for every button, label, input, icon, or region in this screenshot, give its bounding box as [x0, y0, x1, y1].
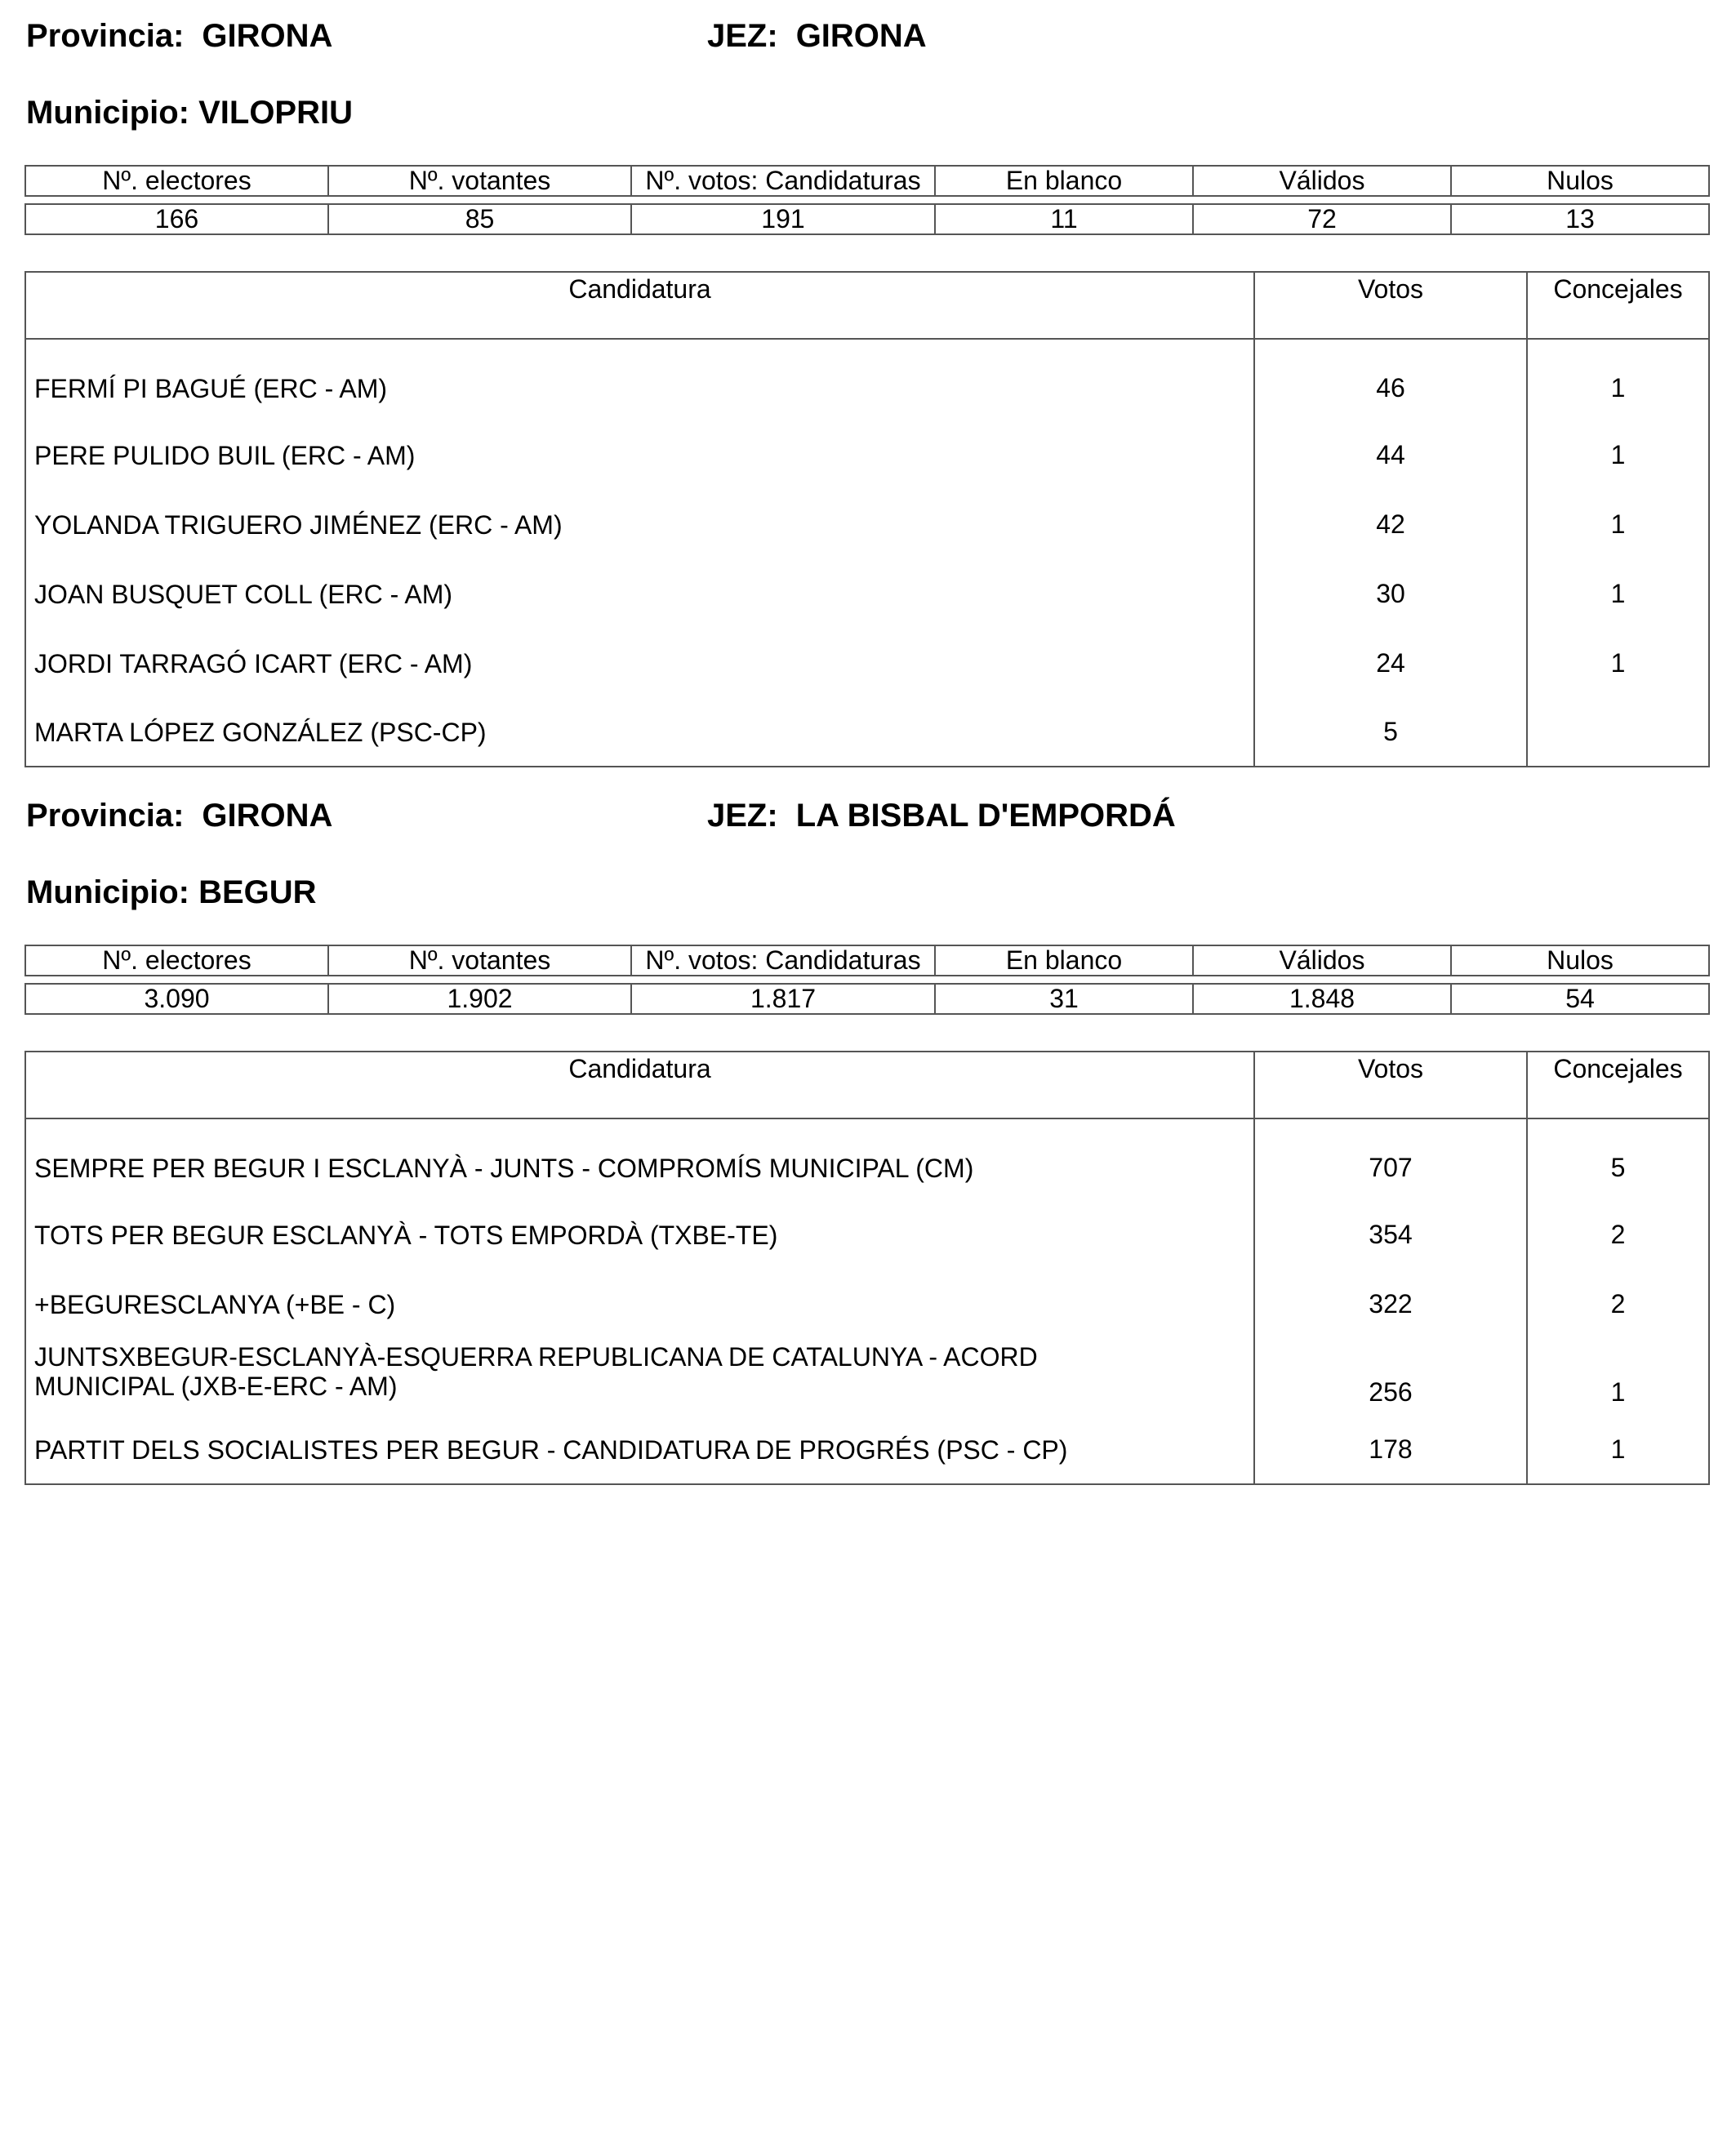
stats-header-validos: Válidos: [1193, 166, 1451, 196]
municipio-value: VILOPRIU: [198, 95, 353, 131]
table-row: [25, 1270, 1709, 1339]
results-header-row: [25, 1052, 1709, 1118]
candidatura-name: MARTA LÓPEZ GONZÁLEZ (PSC-CP): [34, 717, 487, 747]
stats-value-electores: 166: [25, 204, 328, 234]
candidatura-concejales: [1527, 698, 1709, 767]
table-row: [25, 559, 1709, 629]
stats-value-en-blanco: 11: [935, 204, 1193, 234]
candidatura-name: JORDI TARRAGÓ ICART (ERC - AM): [34, 648, 473, 678]
stats-header-en-blanco: En blanco: [935, 945, 1193, 976]
stats-value-validos: 72: [1193, 204, 1451, 234]
stats-header-votantes: Nº. votantes: [328, 166, 631, 196]
candidatura-name: PARTIT DELS SOCIALISTES PER BEGUR - CANDIDATURA DE PROGRÉS (PSC - CP): [34, 1434, 1068, 1465]
candidatura-votos: 46: [1254, 339, 1527, 420]
stats-gap: [25, 196, 1709, 204]
municipio-label: Municipio:: [26, 95, 189, 131]
stats-value-nulos: 54: [1451, 984, 1709, 1014]
candidatura-concejales: 2: [1527, 1270, 1709, 1339]
stats-header-votantes: Nº. votantes: [328, 945, 631, 976]
provincia-label: Provincia:: [26, 798, 185, 834]
provincia-value: GIRONA: [202, 798, 333, 834]
table-row: [25, 1200, 1709, 1270]
stats-value-votantes: 85: [328, 204, 631, 234]
candidatura-concejales: 1: [1527, 1339, 1709, 1416]
table-row: [25, 490, 1709, 559]
stats-header-nulos: Nulos: [1451, 166, 1709, 196]
stats-header-votos-candidaturas: Nº. votos: Candidaturas: [631, 945, 935, 976]
candidatura-name: SEMPRE PER BEGUR I ESCLANYÀ - JUNTS - COMPROMÍS MUNICIPAL (CM): [34, 1153, 974, 1183]
stats-value-row: [25, 204, 1709, 234]
stats-value-votos-candidaturas: 191: [631, 204, 935, 234]
stats-value-validos: 1.848: [1193, 984, 1451, 1014]
stats-value-nulos: 13: [1451, 204, 1709, 234]
table-row: [25, 629, 1709, 698]
provincia-value: GIRONA: [202, 18, 333, 54]
stats-header-electores: Nº. electores: [25, 166, 328, 196]
candidatura-concejales: 1: [1527, 339, 1709, 420]
candidatura-votos: 322: [1254, 1270, 1527, 1339]
provincia-label: Provincia:: [26, 18, 185, 54]
header-votos: Votos: [1254, 272, 1527, 339]
candidatura-votos: 5: [1254, 698, 1527, 767]
candidatura-votos: 178: [1254, 1416, 1527, 1484]
stats-table-2: [24, 945, 1710, 1015]
stats-header-electores: Nº. electores: [25, 945, 328, 976]
jez-label: JEZ:: [707, 798, 778, 834]
table-row: [25, 1416, 1709, 1484]
results-header-row: [25, 272, 1709, 339]
jez-value: LA BISBAL D'EMPORDÁ: [795, 798, 1176, 834]
candidatura-votos: 707: [1254, 1118, 1527, 1200]
municipio-value: BEGUR: [198, 874, 317, 910]
candidatura-votos: 24: [1254, 629, 1527, 698]
stats-header-validos: Válidos: [1193, 945, 1451, 976]
table-row: [25, 1118, 1709, 1200]
candidatura-name: JOAN BUSQUET COLL (ERC - AM): [34, 579, 453, 609]
candidatura-concejales: 1: [1527, 629, 1709, 698]
candidatura-concejales: 2: [1527, 1200, 1709, 1270]
jez-value: GIRONA: [795, 18, 927, 54]
candidatura-concejales: 5: [1527, 1118, 1709, 1200]
jez-heading-1: [707, 16, 927, 56]
table-row: [25, 339, 1709, 420]
municipio-label: Municipio:: [26, 874, 189, 910]
candidatura-votos: 30: [1254, 559, 1527, 629]
jez-label: JEZ:: [707, 18, 778, 54]
results-table-2: [24, 1051, 1710, 1485]
candidatura-votos: 256: [1254, 1339, 1527, 1416]
header-concejales: Concejales: [1527, 272, 1709, 339]
stats-value-votos-candidaturas: 1.817: [631, 984, 935, 1014]
provincia-heading-2: [26, 796, 332, 835]
candidatura-concejales: 1: [1527, 420, 1709, 490]
stats-header-nulos: Nulos: [1451, 945, 1709, 976]
provincia-heading-1: [26, 16, 332, 56]
municipio-heading-2: [26, 873, 317, 912]
stats-header-en-blanco: En blanco: [935, 166, 1193, 196]
header-candidatura: Candidatura: [25, 1052, 1254, 1118]
candidatura-name: PERE PULIDO BUIL (ERC - AM): [34, 440, 416, 470]
stats-header-row: [25, 945, 1709, 976]
results-table-1: [24, 271, 1710, 767]
table-row: [25, 1339, 1709, 1416]
candidatura-votos: 354: [1254, 1200, 1527, 1270]
stats-value-en-blanco: 31: [935, 984, 1193, 1014]
candidatura-name: JUNTSXBEGUR-ESCLANYÀ-ESQUERRA REPUBLICANA DE CATALUNYA - ACORD MUNICIPAL (JXB-E-ERC - AM): [34, 1342, 1038, 1401]
stats-value-row: [25, 984, 1709, 1014]
stats-header-row: [25, 166, 1709, 196]
candidatura-concejales: 1: [1527, 1416, 1709, 1484]
candidatura-concejales: 1: [1527, 559, 1709, 629]
table-row: [25, 420, 1709, 490]
stats-value-electores: 3.090: [25, 984, 328, 1014]
municipio-heading-1: [26, 93, 353, 132]
header-candidatura: Candidatura: [25, 272, 1254, 339]
candidatura-votos: 44: [1254, 420, 1527, 490]
stats-value-votantes: 1.902: [328, 984, 631, 1014]
header-concejales: Concejales: [1527, 1052, 1709, 1118]
table-row: [25, 698, 1709, 767]
jez-heading-2: [707, 796, 1176, 835]
header-votos: Votos: [1254, 1052, 1527, 1118]
candidatura-name: YOLANDA TRIGUERO JIMÉNEZ (ERC - AM): [34, 509, 563, 540]
stats-gap: [25, 976, 1709, 984]
stats-table-1: [24, 165, 1710, 235]
stats-header-votos-candidaturas: Nº. votos: Candidaturas: [631, 166, 935, 196]
candidatura-name: TOTS PER BEGUR ESCLANYÀ - TOTS EMPORDÀ (TXBE-TE): [34, 1220, 778, 1250]
candidatura-name: FERMÍ PI BAGUÉ (ERC - AM): [34, 373, 388, 403]
candidatura-name: +BEGURESCLANYA (+BE - C): [34, 1289, 396, 1319]
candidatura-concejales: 1: [1527, 490, 1709, 559]
candidatura-votos: 42: [1254, 490, 1527, 559]
